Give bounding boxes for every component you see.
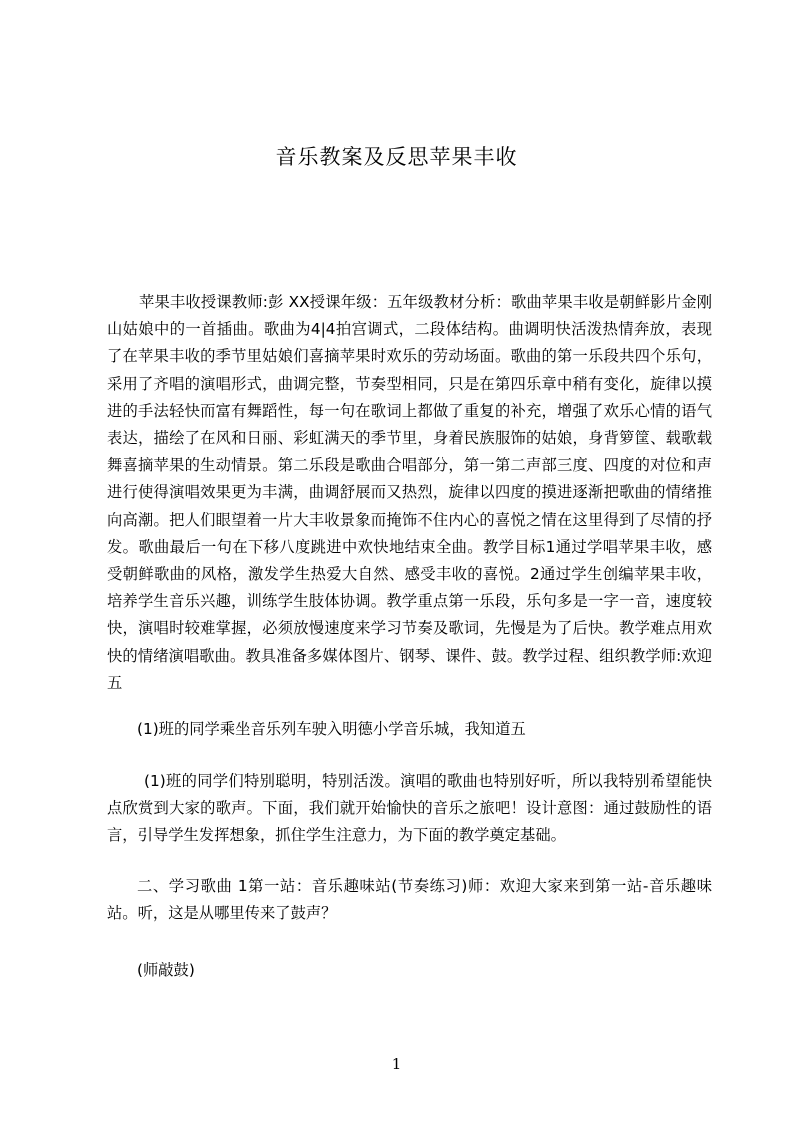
- page-number: 1: [391, 1055, 402, 1073]
- document-title: 音乐教案及反思苹果丰收: [275, 145, 518, 169]
- body-paragraph-learn-song: 二、学习歌曲 1第一站：音乐趣味站(节奏练习)师：欢迎大家来到第一站-音乐趣味站。听，这是从哪里传来了鼓声？: [107, 877, 712, 923]
- body-paragraph-music-train: (1)班的同学乘坐音乐列车驶入明德小学音乐城，我知道五: [137, 720, 526, 738]
- body-paragraph-teacher-drums: (师敲鼓): [137, 961, 195, 979]
- body-paragraph-design-intent: (1)班的同学们特别聪明，特别活泼。演唱的歌曲也特别好听，所以我特别希望能快点欣赏到大家的歌声。下面，我们就开始愉快的音乐之旅吧！设计意图：通过鼓励性的语言，引导学生发挥想象，抓住学生注意力，为下面的教学奠定基础。: [107, 772, 712, 845]
- body-paragraph-lesson-overview: 苹果丰收授课教师:彭 XX授课年级：五年级教材分析：歌曲苹果丰收是朝鲜影片金刚山姑娘中的一首插曲。歌曲为4|4拍宫调式，二段体结构。曲调明快活泼热情奔放，表现了在苹果丰收的季节里姑娘们喜摘苹果时欢乐的劳动场面。歌曲的第一乐段共四个乐句，采用了齐唱的演唱形式，曲调完整，节奏型相同，只是在第四乐章中稍有变化，旋律以摸进的手法轻快而富有舞蹈性，每一句在歌词上都做了重复的补充，增强了欢乐心情的语气表达，描绘了在风和日丽、彩虹满天的季节里，身着民族服饰的姑娘，身背箩筐、载歌载舞喜摘苹果的生动情景。第二乐段是歌曲合唱部分，第一第二声部三度、四度的对位和声进行使得演唱效果更为丰满，曲调舒展而又热烈，旋律以四度的摸进逐渐把歌曲的情绪推向高潮。把人们眼望着一片大丰收景象而掩饰不住内心的喜悦之情在这里得到了尽情的抒发。歌曲最后一句在下移八度跳进中欢快地结束全曲。教学目标1通过学唱苹果丰收，感受朝鲜歌曲的风格，激发学生热爱大自然、感受丰收的喜悦。2通过学生创编苹果丰收，培养学生音乐兴趣，训练学生肢体协调。教学重点第一乐段，乐句多是一字一音，速度较快，演唱时较难掌握，必须放慢速度来学习节奏及歌词，先慢是为了后快。教学难点用欢快的情绪演唱歌曲。教具准备多媒体图片、钢琴、课件、鼓。教学过程、组织教学师:欢迎五: [107, 293, 712, 692]
